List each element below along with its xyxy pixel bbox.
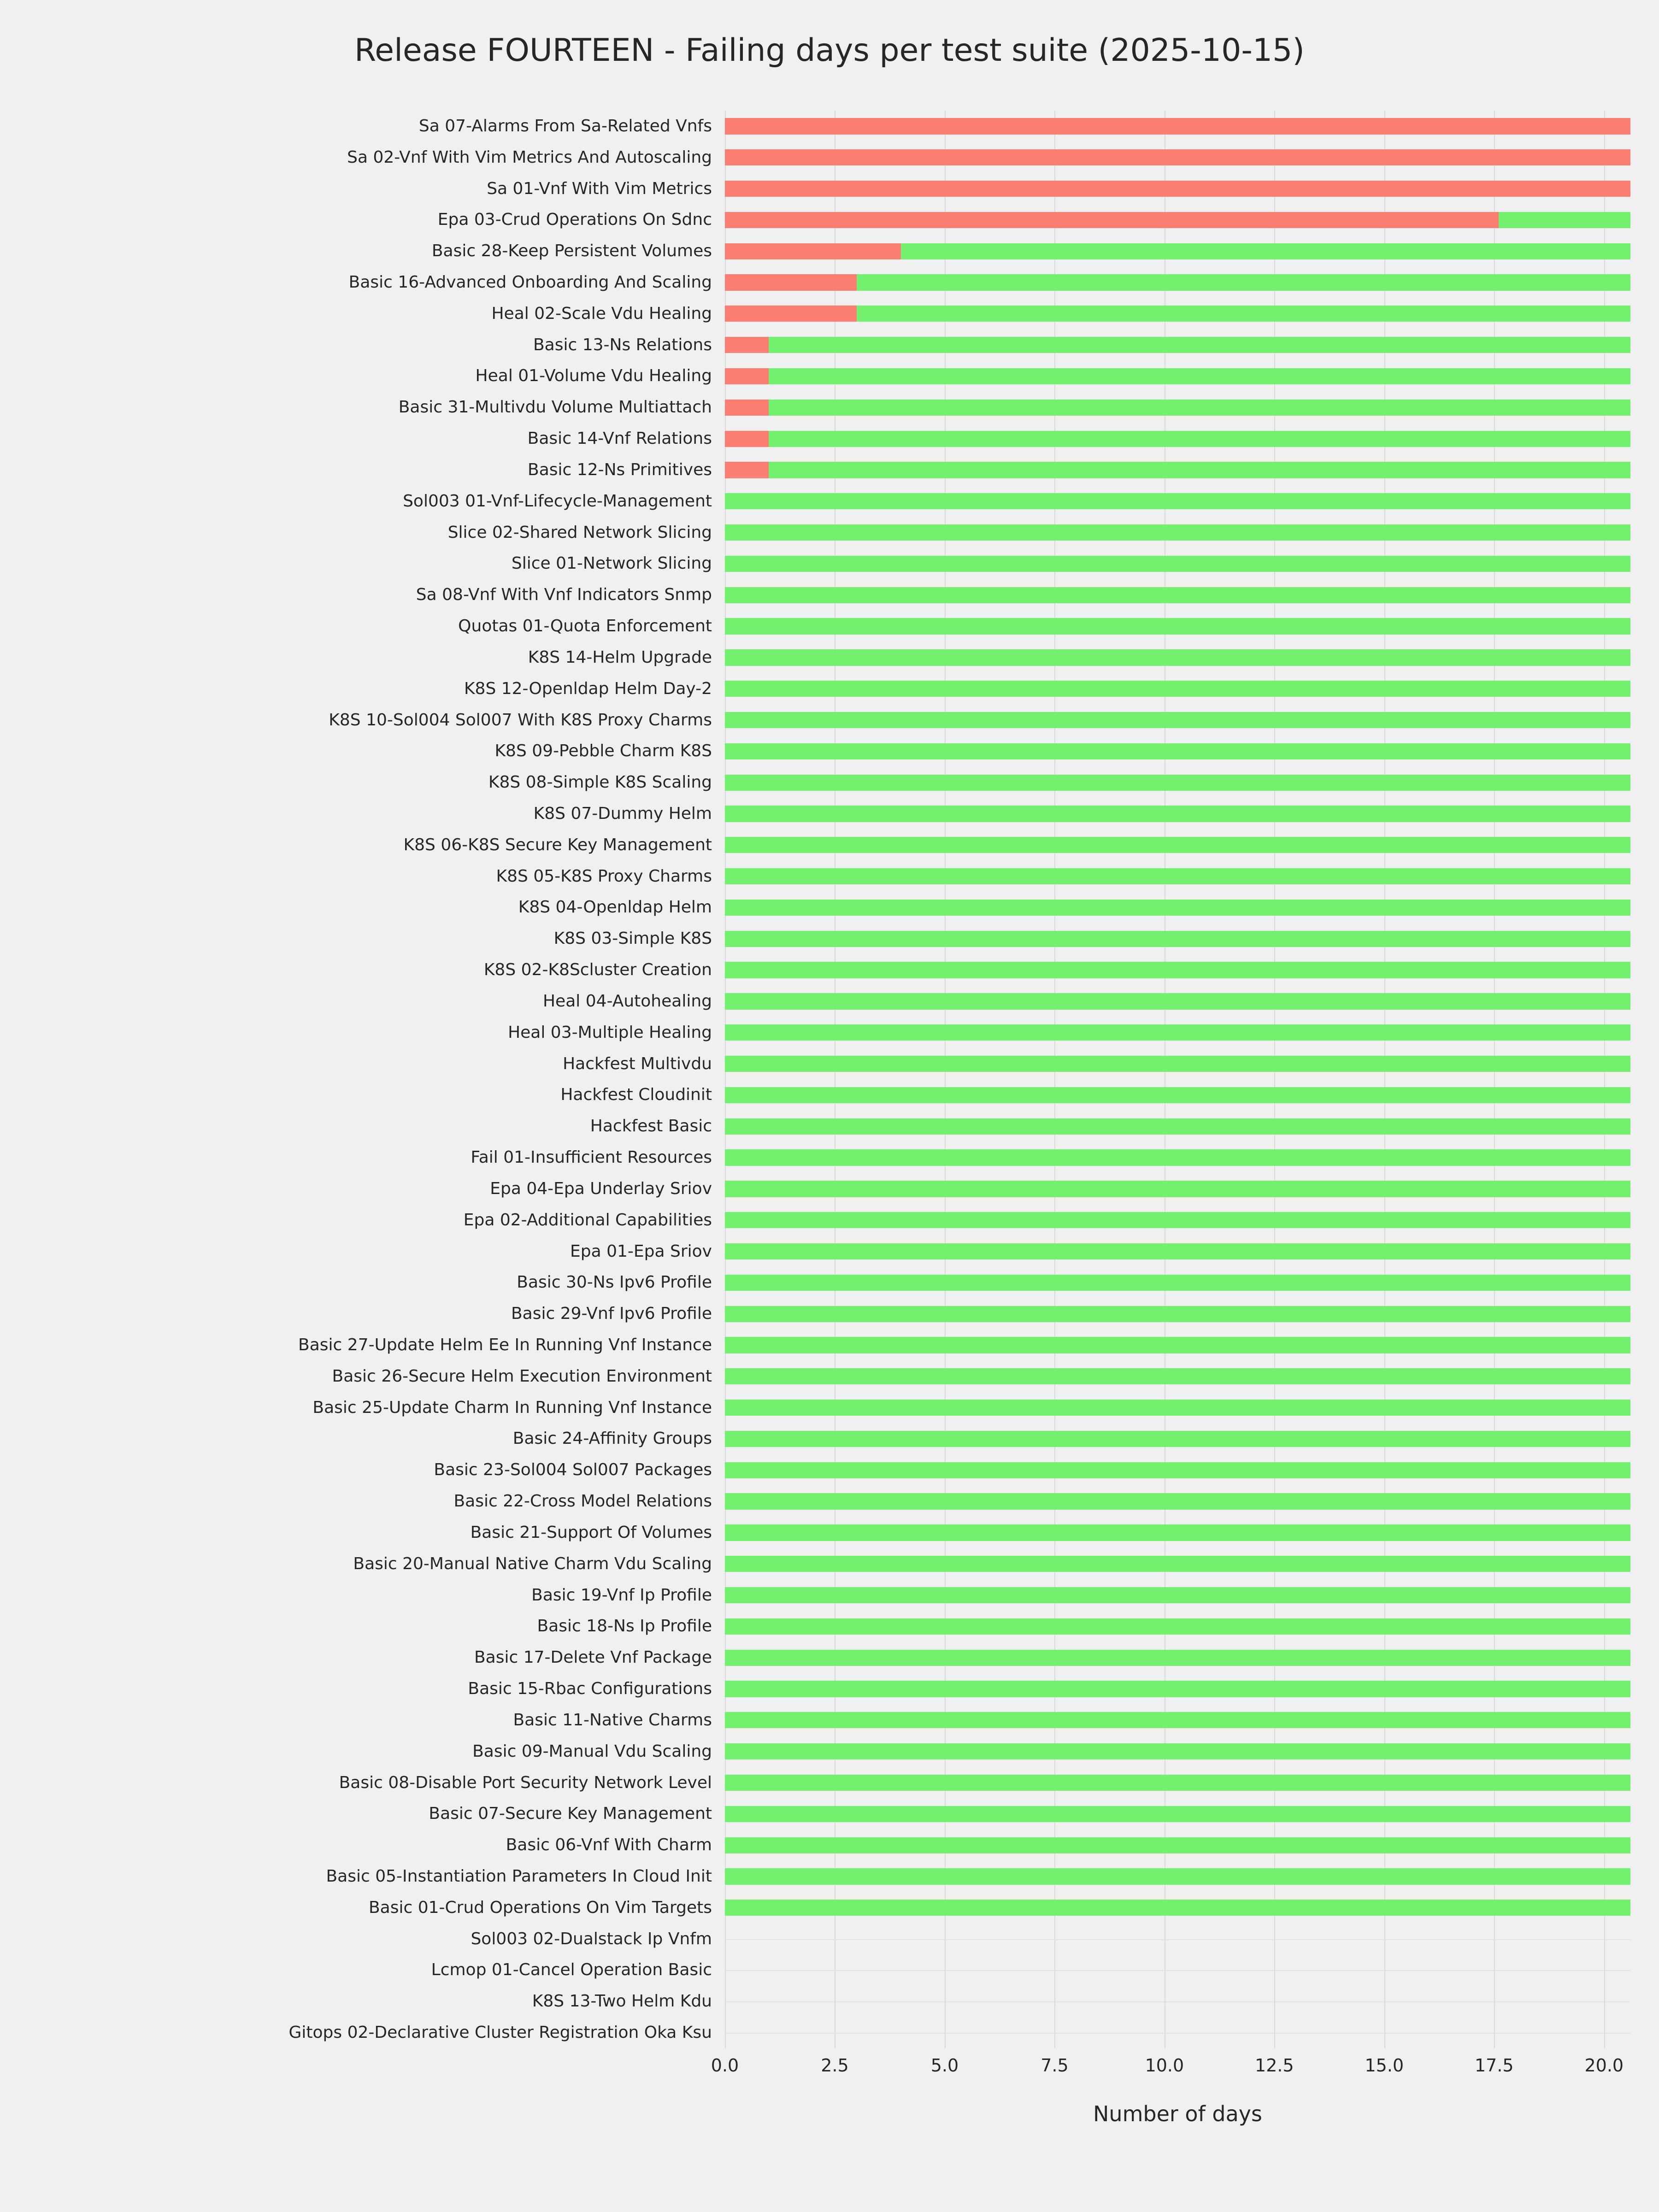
bar-row (725, 1462, 1630, 1478)
bar-segment-passing (725, 587, 1630, 603)
y-tick-label: Basic 27-Update Helm Ee In Running Vnf Instance (298, 1335, 712, 1354)
bar-segment-passing (725, 993, 1630, 1009)
bar-row (725, 1056, 1630, 1072)
bar-segment-passing (725, 1524, 1630, 1541)
y-tick-label: K8S 14-Helm Upgrade (528, 647, 712, 667)
bar-row (725, 1024, 1630, 1041)
bar-segment-failing (725, 118, 1630, 134)
y-tick-label: Basic 20-Manual Native Charm Vdu Scaling (353, 1554, 712, 1573)
bar-segment-passing (857, 306, 1630, 322)
bar-row (725, 2024, 1630, 2041)
bar-row (725, 149, 1630, 165)
bar-row (725, 1212, 1630, 1228)
x-tick-label: 12.5 (1255, 2055, 1294, 2076)
y-tick-label: Sa 08-Vnf With Vnf Indicators Snmp (416, 585, 712, 605)
bar-row (725, 243, 1630, 259)
y-tick-label: Sa 02-Vnf With Vim Metrics And Autoscaling (347, 147, 712, 167)
bar-segment-passing (725, 1243, 1630, 1259)
y-tick-label: K8S 08-Simple K8S Scaling (488, 773, 712, 792)
bar-row (725, 1837, 1630, 1853)
bar-segment-failing (725, 337, 769, 353)
x-tick-label: 20.0 (1584, 2055, 1624, 2076)
bar-segment-passing (857, 274, 1630, 290)
x-tick-label: 10.0 (1145, 2055, 1184, 2076)
bar-row (725, 900, 1630, 916)
bar-segment-passing (725, 1368, 1630, 1384)
bar-row (725, 649, 1630, 665)
chart-title: Release FOURTEEN - Failing days per test suite (2025-10-15) (354, 32, 1305, 69)
y-tick-label: Hackfest Cloudinit (560, 1085, 712, 1105)
y-tick-label: Fail 01-Insufficient Resources (471, 1148, 712, 1167)
bar-row (725, 556, 1630, 572)
bar-segment-passing (725, 1275, 1630, 1291)
bar-segment-failing (725, 400, 769, 416)
bar-segment-passing (725, 1806, 1630, 1822)
y-tick-label: Slice 02-Shared Network Slicing (447, 523, 712, 542)
bar-row (725, 1181, 1630, 1197)
bar-segment-passing (725, 1900, 1630, 1916)
bar-row (725, 806, 1630, 822)
bar-segment-passing (725, 712, 1630, 728)
bar-segment-passing (725, 649, 1630, 665)
bar-segment-passing (725, 775, 1630, 791)
bar-segment-passing (725, 618, 1630, 634)
y-tick-label: Sa 07-Alarms From Sa-Related Vnfs (418, 116, 712, 135)
bar-row (725, 1806, 1630, 1822)
bar-segment-passing (769, 400, 1630, 416)
y-tick-label: Heal 02-Scale Vdu Healing (491, 304, 712, 323)
bar-row (725, 1337, 1630, 1353)
bar-segment-failing (725, 212, 1499, 228)
y-tick-label: Basic 26-Secure Helm Execution Environment (332, 1366, 712, 1386)
bar-row (725, 431, 1630, 447)
bar-segment-passing (725, 1024, 1630, 1041)
x-tick-label: 5.0 (930, 2055, 959, 2076)
y-tick-label: Heal 03-Multiple Healing (508, 1023, 712, 1042)
bar-segment-passing (725, 1056, 1630, 1072)
y-tick-label: Epa 02-Additional Capabilities (463, 1210, 712, 1230)
bar-row (725, 1493, 1630, 1509)
y-tick-label: K8S 09-Pebble Charm K8S (494, 741, 712, 761)
bar-row (725, 1368, 1630, 1384)
y-tick-label: K8S 12-Openldap Helm Day-2 (464, 679, 712, 698)
bar-segment-passing (725, 868, 1630, 884)
bar-row (725, 1149, 1630, 1165)
y-tick-label: Lcmop 01-Cancel Operation Basic (431, 1960, 712, 1980)
x-tick-label: 15.0 (1365, 2055, 1404, 2076)
y-tick-label: Basic 17-Delete Vnf Package (474, 1648, 712, 1667)
y-tick-label: Basic 15-Rbac Configurations (468, 1679, 712, 1699)
bar-row (725, 493, 1630, 509)
y-tick-label: Basic 22-Cross Model Relations (453, 1492, 712, 1511)
y-tick-label: Basic 05-Instantiation Parameters In Cloud Init (326, 1866, 712, 1886)
y-tick-label: Basic 16-Advanced Onboarding And Scaling (348, 273, 712, 292)
bar-row (725, 1994, 1630, 2010)
bar-row (725, 1900, 1630, 1916)
bar-row (725, 931, 1630, 947)
bar-segment-passing (725, 1650, 1630, 1666)
bar-segment-passing (725, 493, 1630, 509)
bar-row (725, 212, 1630, 228)
bar-row (725, 1400, 1630, 1416)
y-tick-label: Sa 01-Vnf With Vim Metrics (487, 179, 712, 198)
bar-row (725, 837, 1630, 853)
bar-segment-passing (725, 1306, 1630, 1322)
bar-segment-passing (725, 962, 1630, 978)
y-tick-label: Basic 13-Ns Relations (533, 335, 712, 354)
y-tick-label: K8S 04-Openldap Helm (518, 898, 712, 917)
bar-row (725, 587, 1630, 603)
y-tick-label: Basic 21-Support Of Volumes (470, 1523, 712, 1542)
bar-row (725, 274, 1630, 290)
bar-row (725, 1087, 1630, 1103)
bar-segment-passing (725, 1837, 1630, 1853)
y-tick-label: Basic 28-Keep Persistent Volumes (431, 241, 712, 261)
bar-row (725, 775, 1630, 791)
bar-segment-passing (725, 837, 1630, 853)
y-tick-label: Basic 24-Affinity Groups (512, 1429, 712, 1448)
y-tick-label: Basic 25-Update Charm In Running Vnf Instance (312, 1398, 712, 1417)
bar-segment-passing (725, 1337, 1630, 1353)
bar-row (725, 306, 1630, 322)
y-tick-label: Basic 08-Disable Port Security Network Level (339, 1773, 712, 1792)
bar-row (725, 1931, 1630, 1947)
bar-row (725, 1618, 1630, 1635)
y-tick-label: Epa 01-Epa Sriov (570, 1241, 712, 1261)
bar-segment-failing (725, 243, 901, 259)
bar-row (725, 337, 1630, 353)
y-tick-label: K8S 07-Dummy Helm (533, 804, 712, 823)
bar-row (725, 1681, 1630, 1697)
x-tick-label: 2.5 (821, 2055, 849, 2076)
plot-area (725, 111, 1630, 2048)
bar-row (725, 1118, 1630, 1135)
y-tick-label: Basic 07-Secure Key Management (429, 1804, 712, 1824)
bar-row (725, 1306, 1630, 1322)
bar-row (725, 368, 1630, 384)
bar-segment-passing (725, 931, 1630, 947)
x-axis-title: Number of days (1093, 2101, 1262, 2126)
bar-segment-passing (725, 743, 1630, 759)
bar-segment-passing (725, 1181, 1630, 1197)
y-tick-label: K8S 05-K8S Proxy Charms (496, 866, 712, 886)
bar-segment-passing (725, 900, 1630, 916)
y-tick-label: Sol003 02-Dualstack Ip Vnfm (471, 1929, 712, 1948)
bar-segment-failing (725, 181, 1630, 197)
bar-segment-passing (769, 368, 1630, 384)
y-tick-label: Epa 03-Crud Operations On Sdnc (437, 210, 712, 229)
bar-segment-passing (725, 1087, 1630, 1103)
bar-row (725, 1275, 1630, 1291)
bar-row (725, 743, 1630, 759)
bar-row (725, 1712, 1630, 1728)
y-tick-label: Basic 29-Vnf Ipv6 Profile (511, 1304, 712, 1324)
bar-segment-passing (901, 243, 1630, 259)
y-tick-label: Basic 23-Sol004 Sol007 Packages (434, 1460, 712, 1480)
bar-row (725, 1431, 1630, 1447)
y-tick-label: Basic 30-Ns Ipv6 Profile (517, 1273, 712, 1292)
bar-segment-passing (725, 1587, 1630, 1603)
bar-row (725, 462, 1630, 478)
y-tick-label: Basic 12-Ns Primitives (528, 460, 712, 479)
bar-segment-passing (769, 462, 1630, 478)
y-tick-label: Basic 14-Vnf Relations (527, 429, 712, 448)
bar-segment-failing (725, 462, 769, 478)
bar-segment-passing (725, 1775, 1630, 1791)
bar-segment-passing (725, 1400, 1630, 1416)
x-tick-label: 0.0 (711, 2055, 739, 2076)
y-tick-label: K8S 10-Sol004 Sol007 With K8S Proxy Charms (329, 710, 712, 729)
x-tick-label: 7.5 (1041, 2055, 1069, 2076)
bar-row (725, 1587, 1630, 1603)
bars-layer (725, 111, 1630, 2048)
bar-row (725, 618, 1630, 634)
y-tick-label: Hackfest Basic (590, 1117, 712, 1136)
bar-segment-passing (725, 1149, 1630, 1165)
y-tick-label: Basic 01-Crud Operations On Vim Targets (368, 1898, 712, 1917)
y-tick-label: Basic 31-Multivdu Volume Multiattach (398, 398, 712, 417)
bar-segment-failing (725, 306, 857, 322)
bar-segment-passing (725, 556, 1630, 572)
y-tick-label: Basic 06-Vnf With Charm (506, 1835, 712, 1855)
bar-segment-failing (725, 274, 857, 290)
bar-segment-passing (769, 431, 1630, 447)
bar-row (725, 868, 1630, 884)
bar-row (725, 1962, 1630, 1978)
y-tick-label: Hackfest Multivdu (563, 1054, 712, 1073)
bar-row (725, 1524, 1630, 1541)
y-tick-label: K8S 06-K8S Secure Key Management (403, 835, 712, 854)
y-tick-label: Basic 11-Native Charms (513, 1710, 712, 1730)
bar-row (725, 1556, 1630, 1572)
bar-segment-passing (725, 1212, 1630, 1228)
bar-segment-passing (725, 524, 1630, 541)
bar-row (725, 1743, 1630, 1759)
bar-row (725, 181, 1630, 197)
y-tick-label: Basic 19-Vnf Ip Profile (531, 1585, 712, 1605)
bar-segment-passing (769, 337, 1630, 353)
bar-segment-passing (725, 1712, 1630, 1728)
bar-row (725, 712, 1630, 728)
y-tick-label: K8S 02-K8Scluster Creation (483, 960, 712, 980)
bar-segment-passing (725, 1556, 1630, 1572)
bar-segment-passing (725, 1618, 1630, 1635)
x-axis-tick-labels (711, 2055, 1630, 2083)
bar-segment-passing (725, 1743, 1630, 1759)
bar-segment-passing (1499, 212, 1630, 228)
bar-row (725, 524, 1630, 541)
bar-segment-passing (725, 806, 1630, 822)
bar-row (725, 681, 1630, 697)
y-tick-label: K8S 13-Two Helm Kdu (532, 1992, 712, 2011)
y-tick-label: Basic 18-Ns Ip Profile (537, 1617, 712, 1636)
y-tick-label: Heal 01-Volume Vdu Healing (475, 366, 712, 386)
bar-row (725, 400, 1630, 416)
bar-row (725, 1243, 1630, 1259)
y-axis-tick-labels (0, 111, 712, 2048)
bar-segment-passing (725, 1462, 1630, 1478)
bar-segment-passing (725, 1493, 1630, 1509)
bar-segment-passing (725, 1118, 1630, 1135)
bar-row (725, 1775, 1630, 1791)
y-tick-label: Quotas 01-Quota Enforcement (458, 617, 712, 636)
bar-segment-failing (725, 149, 1630, 165)
y-tick-label: Gitops 02-Declarative Cluster Registration Oka Ksu (288, 2023, 712, 2042)
bar-segment-failing (725, 431, 769, 447)
bar-segment-passing (725, 1431, 1630, 1447)
bar-row (725, 962, 1630, 978)
y-tick-label: Slice 01-Network Slicing (511, 554, 712, 573)
bar-segment-passing (725, 1868, 1630, 1884)
bar-row (725, 993, 1630, 1009)
x-tick-label: 17.5 (1474, 2055, 1514, 2076)
y-tick-label: Basic 09-Manual Vdu Scaling (472, 1741, 712, 1761)
y-tick-label: Sol003 01-Vnf-Lifecycle-Management (403, 491, 712, 511)
bar-segment-passing (725, 681, 1630, 697)
bar-segment-failing (725, 368, 769, 384)
y-tick-label: K8S 03-Simple K8S (553, 929, 712, 948)
y-tick-label: Heal 04-Autohealing (542, 991, 712, 1011)
bar-row (725, 1868, 1630, 1884)
bar-row (725, 118, 1630, 134)
bar-row (725, 1650, 1630, 1666)
bar-segment-passing (725, 1681, 1630, 1697)
y-tick-label: Epa 04-Epa Underlay Sriov (490, 1179, 712, 1198)
